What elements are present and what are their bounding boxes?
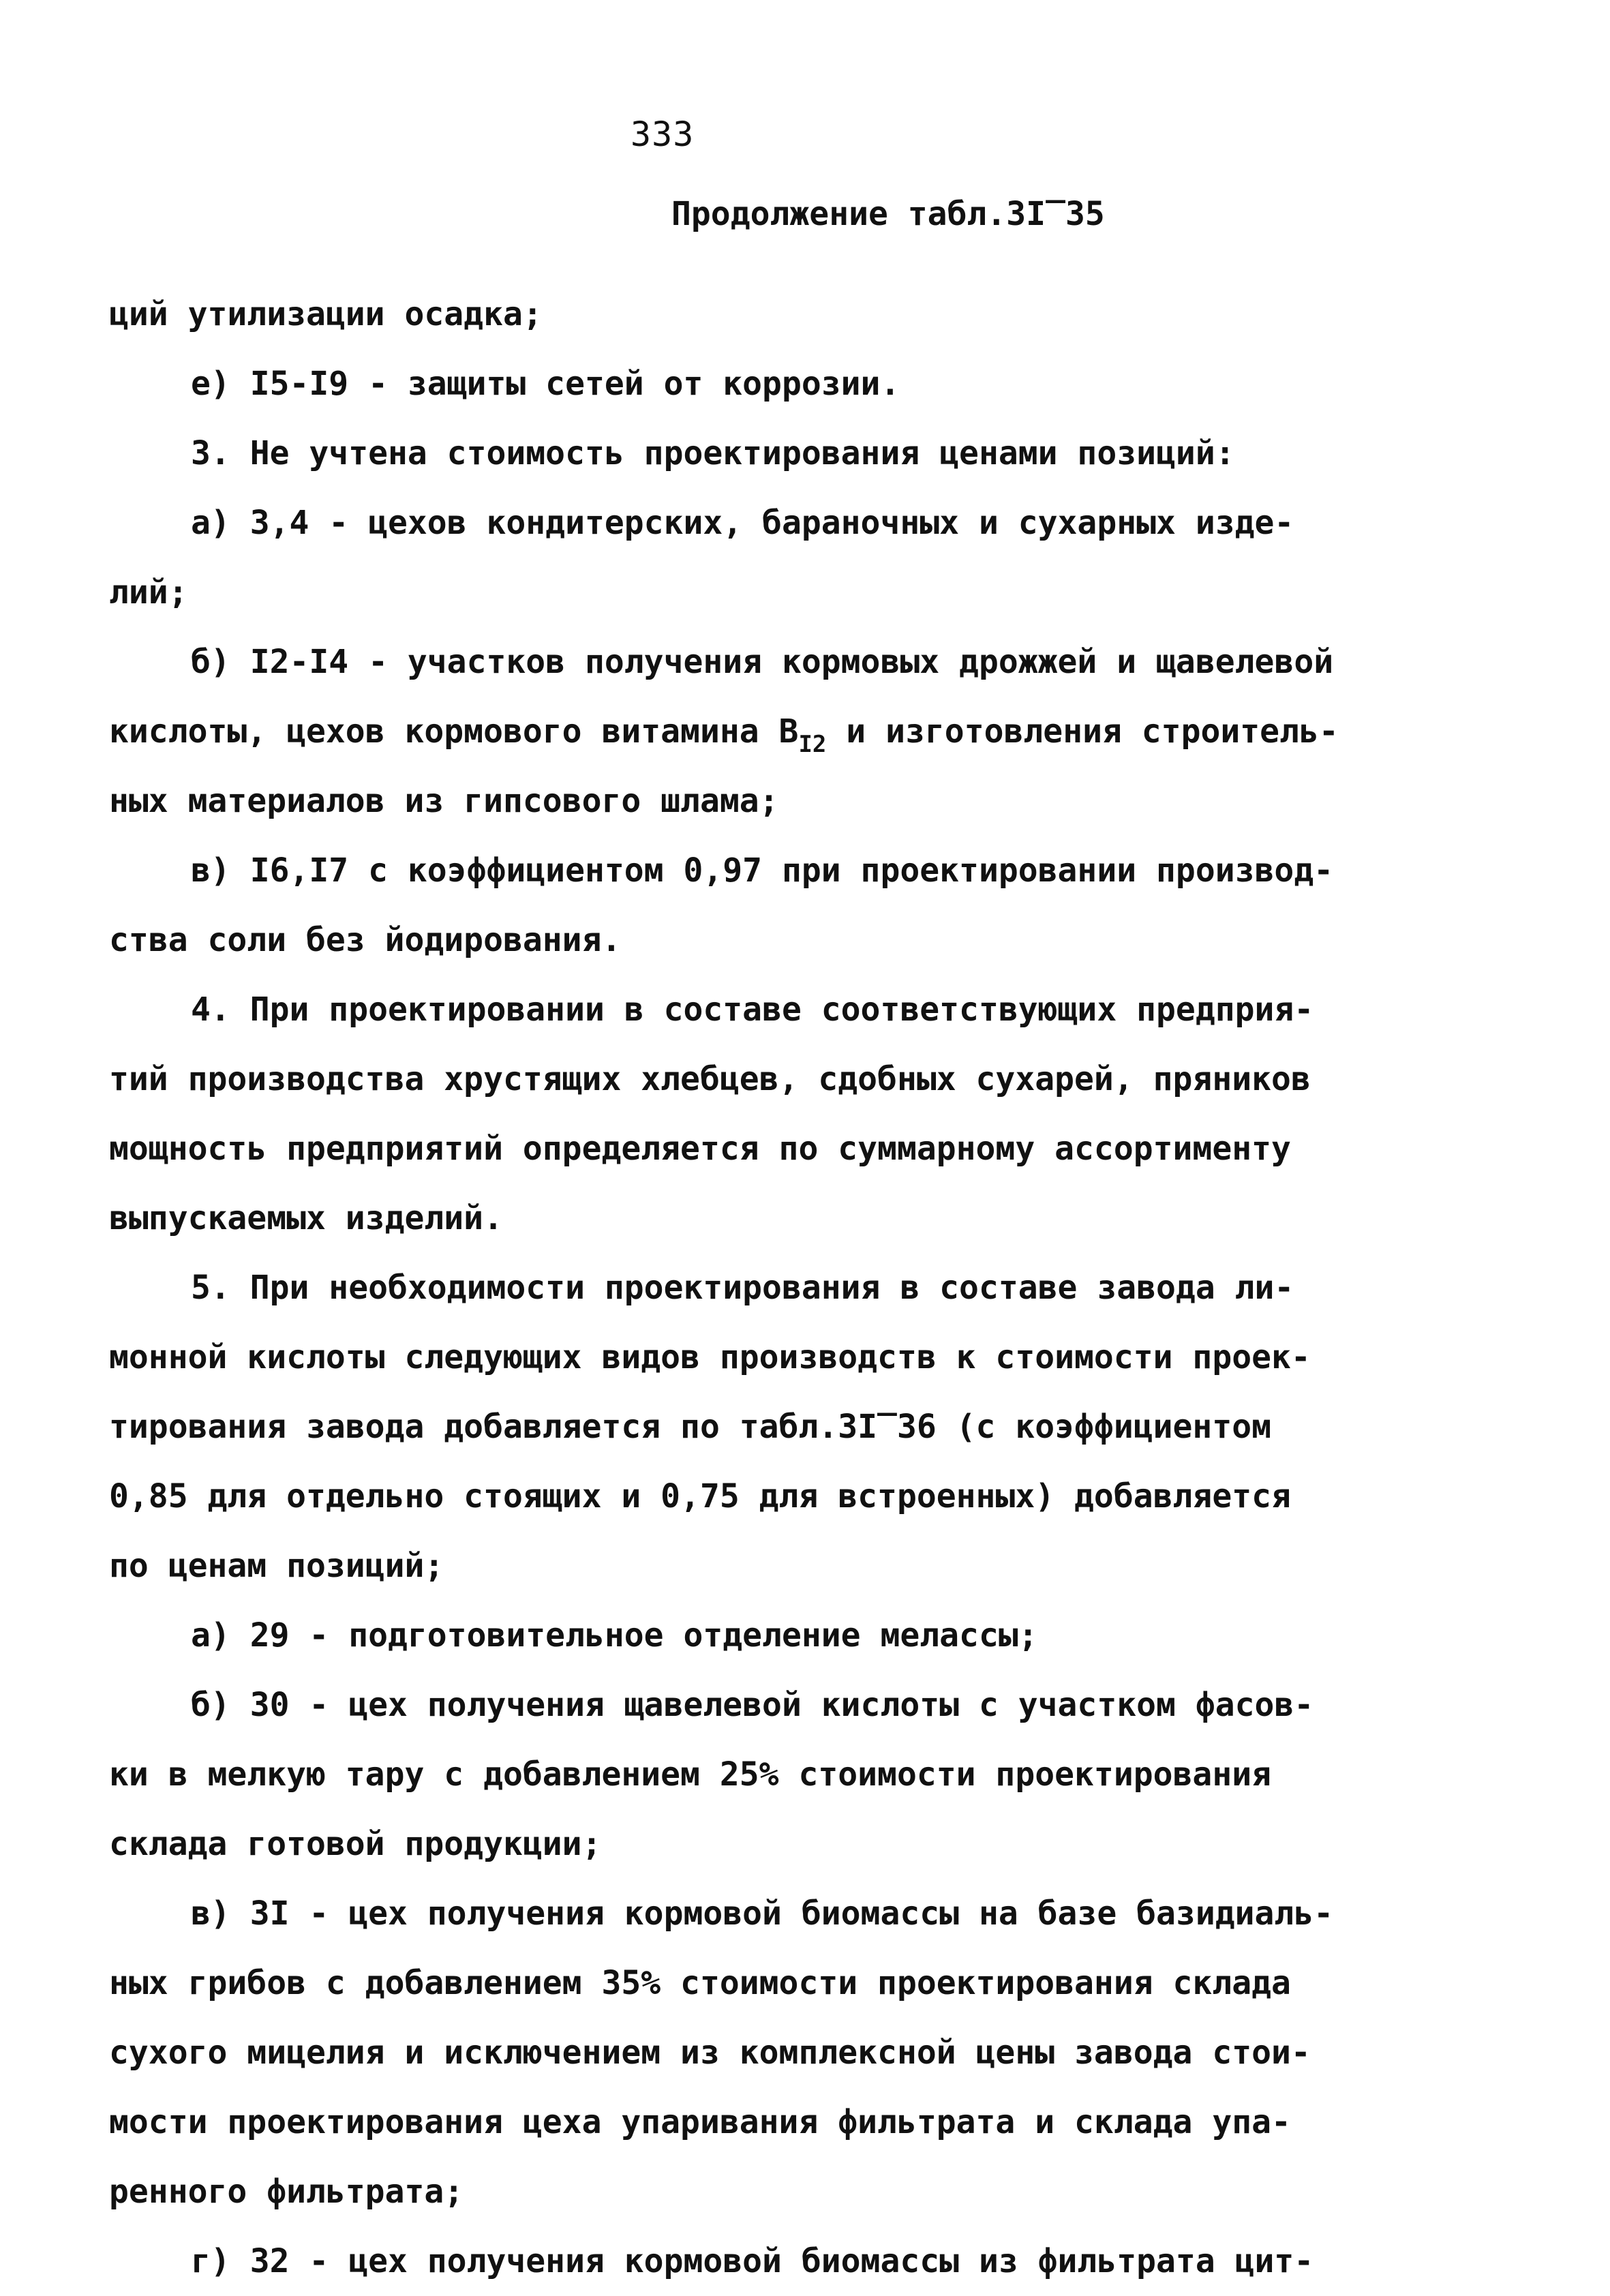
text-line: б) 30 - цех получения щавелевой кислоты с участком фасов- — [191, 1686, 1314, 1724]
text-line: 3. Не учтена стоимость проектирования ценами позиций: — [191, 434, 1235, 472]
text-line: б) I2-I4 - участков получения кормовых дрожжей и щавелевой — [191, 643, 1334, 681]
text-line: в) I6,I7 с коэффициентом 0,97 при проектировании производ- — [191, 851, 1334, 890]
text-line: лий; — [109, 573, 188, 611]
text-line: мости проектирования цеха упаривания фильтрата и склада упа- — [109, 2103, 1291, 2141]
text-line: 5. При необходимости проектирования в составе завода ли- — [191, 1269, 1294, 1307]
text-line: ных материалов из гипсового шлама; — [109, 782, 779, 820]
text-line: монной кислоты следующих видов производств к стоимости проек- — [109, 1338, 1311, 1376]
text-line: выпускаемых изделий. — [109, 1199, 503, 1237]
text-line: г) 32 - цех получения кормовой биомассы из фильтрата цит- — [191, 2242, 1314, 2280]
text-line: ренного фильтрата; — [109, 2173, 464, 2211]
text-segment: кислоты, цехов кормового витамина B — [109, 712, 799, 751]
table-continuation-header: Продолжение табл.3I‾35 — [671, 195, 1105, 233]
text-line: сухого мицелия и исключением из комплексной цены завода стои- — [109, 2034, 1311, 2072]
text-line: 4. При проектировании в составе соответствующих предприя- — [191, 991, 1314, 1029]
text-line: в) 3I - цех получения кормовой биомассы на базе базидиаль- — [191, 1894, 1334, 1933]
text-line: ных грибов с добавлением 35% стоимости проектирования склада — [109, 1964, 1291, 2002]
page-number: 333 — [631, 115, 695, 154]
text-line: по ценам позиций; — [109, 1547, 444, 1585]
text-line: ки в мелкую тару с добавлением 25% стоимости проектирования — [109, 1755, 1272, 1794]
text-line: ства соли без йодирования. — [109, 921, 622, 959]
text-line: склада готовой продукции; — [109, 1825, 602, 1863]
text-line: а) 3,4 - цехов кондитерских, бараночных и сухарных изде- — [191, 504, 1294, 542]
text-line: е) I5-I9 - защиты сетей от коррозии. — [191, 365, 900, 403]
text-line — [109, 697, 1445, 766]
text-line: мощность предприятий определяется по суммарному ассортименту — [109, 1130, 1291, 1168]
text-line: тирования завода добавляется по табл.3I‾36 (с коэффициентом — [109, 1408, 1272, 1446]
text-line: 0,85 для отдельно стоящих и 0,75 для встроенных) добавляется — [109, 1477, 1291, 1515]
text-line: а) 29 - подготовительное отделение мелассы; — [191, 1616, 1038, 1655]
text-line: тий производства хрустящих хлебцев, сдобных сухарей, пряников — [109, 1060, 1311, 1098]
text-segment: и изготовления строитель- — [826, 712, 1339, 751]
body-text — [109, 280, 1445, 2296]
subscript: I2 — [798, 731, 827, 758]
text-line: ций утилизации осадка; — [109, 295, 543, 333]
